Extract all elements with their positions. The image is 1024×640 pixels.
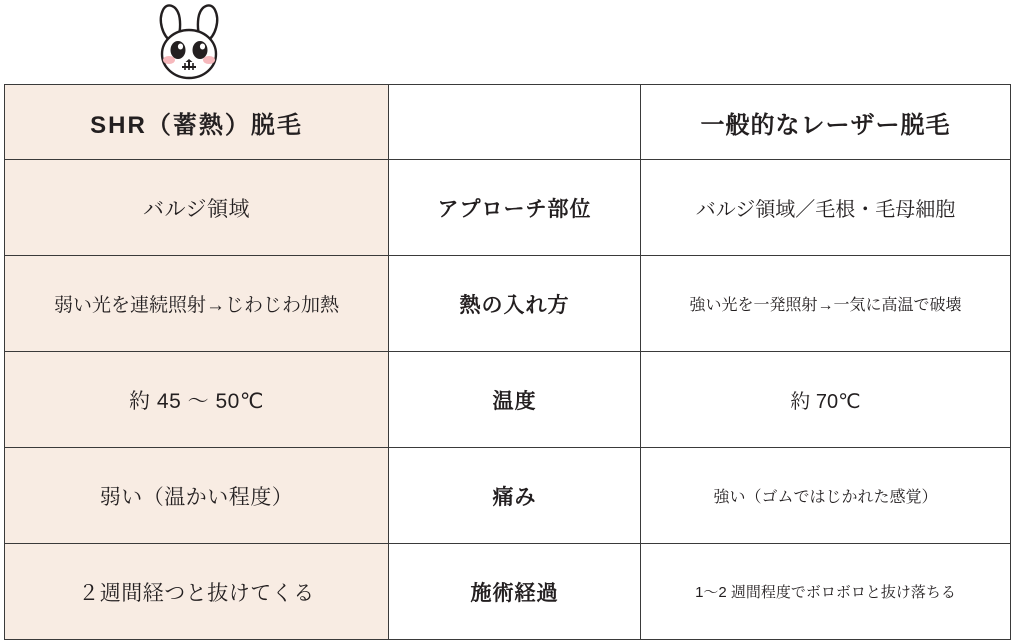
cell-shr-heat: 弱い光を連続照射→じわじわ加熱: [5, 256, 389, 352]
cell-laser-approach: バルジ領域／毛根・毛母細胞: [641, 160, 1011, 256]
cell-laser-heat: 強い光を一発照射→一気に高温で破壊: [641, 256, 1011, 352]
cell-category-approach: アプローチ部位: [389, 160, 641, 256]
header-cell-laser: 一般的なレーザー脱毛: [641, 85, 1011, 160]
header-cell-shr: SHR（蓄熱）脱毛: [5, 85, 389, 160]
comparison-table: [4, 84, 1011, 640]
table-row: [5, 544, 1011, 640]
comparison-table-container: [0, 84, 1024, 640]
cell-shr-temperature: 約 45 〜 50℃: [5, 352, 389, 448]
cell-shr-progress: ２週間経つと抜けてくる: [5, 544, 389, 640]
cell-category-progress: 施術経過: [389, 544, 641, 640]
cell-category-pain: 痛み: [389, 448, 641, 544]
cell-shr-pain: 弱い（温かい程度）: [5, 448, 389, 544]
table-header-row: [5, 85, 1011, 160]
cell-shr-approach: バルジ領域: [5, 160, 389, 256]
table-row: [5, 448, 1011, 544]
cell-laser-pain: 強い（ゴムではじかれた感覚）: [641, 448, 1011, 544]
table-row: [5, 256, 1011, 352]
cell-laser-progress: 1〜2 週間程度でボロボロと抜け落ちる: [641, 544, 1011, 640]
table-row: [5, 160, 1011, 256]
table-row: [5, 352, 1011, 448]
cell-category-temperature: 温度: [389, 352, 641, 448]
header-cell-category: [389, 85, 641, 160]
cell-laser-temperature: 約 70℃: [641, 352, 1011, 448]
rabbit-mascot: [142, 2, 238, 84]
cell-category-heat: 熱の入れ方: [389, 256, 641, 352]
